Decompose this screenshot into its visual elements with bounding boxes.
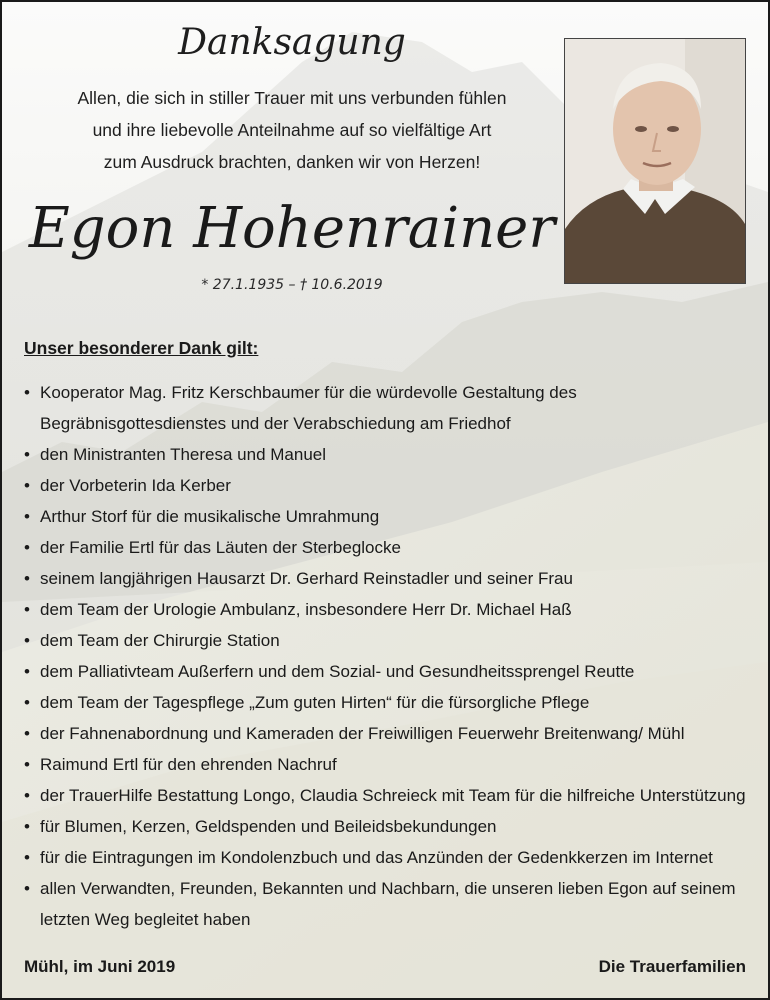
list-item (24, 873, 754, 935)
life-dates: * 27.1.1935 – † 10.6.2019 (201, 277, 383, 293)
page-title: Danksagung (178, 22, 406, 63)
list-item-continuation: letzten Weg begleitet haben (40, 910, 251, 929)
thanks-list (24, 377, 754, 935)
list-item-text: Arthur Storf für die musikalische Umrahmung (40, 507, 380, 526)
list-item (24, 811, 754, 842)
list-item-text: der Fahnenabordnung und Kameraden der Freiwilligen Feuerwehr Breitenwang/ Mühl (40, 724, 685, 743)
list-item-text: dem Team der Chirurgie Station (40, 631, 280, 650)
right-eye (667, 126, 679, 132)
list-item-text: den Ministranten Theresa und Manuel (40, 445, 327, 464)
list-item (24, 780, 754, 811)
list-item (24, 625, 754, 656)
jacket (565, 189, 745, 283)
list-item-text: dem Team der Tagespflege „Zum guten Hirten“ für die fürsorgliche Pflege (40, 693, 590, 712)
list-item (24, 687, 754, 718)
list-item (24, 377, 754, 439)
list-item-continuation: Begräbnisgottesdienstes und der Verabschiedung am Friedhof (40, 414, 511, 433)
list-item (24, 501, 754, 532)
intro-text (42, 82, 542, 178)
list-item-text: Kooperator Mag. Fritz Kerschbaumer für die würdevolle Gestaltung des (40, 383, 577, 402)
list-item (24, 842, 754, 873)
list-item (24, 749, 754, 780)
list-item-text: seinem langjährigen Hausarzt Dr. Gerhard Reinstadler und seiner Frau (40, 569, 573, 588)
list-item (24, 563, 754, 594)
list-item (24, 470, 754, 501)
list-item-text: für Blumen, Kerzen, Geldspenden und Beileidsbekundungen (40, 817, 497, 836)
portrait-photo (564, 38, 746, 284)
intro-line: zum Ausdruck brachten, danken wir von Herzen! (103, 152, 481, 172)
list-item-text: der TrauerHilfe Bestattung Longo, Claudia Schreieck mit Team für die hilfreiche Unterstützung (40, 786, 746, 805)
intro-line: Allen, die sich in stiller Trauer mit uns verbunden fühlen (77, 88, 507, 108)
list-item-text: der Familie Ertl für das Läuten der Sterbeglocke (40, 538, 401, 557)
list-item-text: allen Verwandten, Freunden, Bekannten und Nachbarn, die unseren lieben Egon auf seinem (40, 879, 736, 898)
deceased-name: Egon Hohenrainer (28, 196, 556, 261)
list-item-text: der Vorbeterin Ida Kerber (40, 476, 231, 495)
intro-line: und ihre liebevolle Anteilnahme auf so vielfältige Art (92, 120, 492, 140)
place-date: Mühl, im Juni 2019 (24, 957, 176, 976)
list-item (24, 718, 754, 749)
thanks-heading: Unser besonderer Dank gilt: (24, 338, 259, 358)
list-item-text: dem Team der Urologie Ambulanz, insbesondere Herr Dr. Michael Haß (40, 600, 572, 619)
list-item-text: für die Eintragungen im Kondolenzbuch und das Anzünden der Gedenkkerzen im Internet (40, 848, 713, 867)
list-item-text: dem Palliativteam Außerfern und dem Sozial- und Gesundheitssprengel Reutte (40, 662, 635, 681)
list-item (24, 594, 754, 625)
list-item (24, 532, 754, 563)
list-item (24, 656, 754, 687)
list-item (24, 439, 754, 470)
signature-families: Die Trauerfamilien (598, 957, 746, 976)
list-item-text: Raimund Ertl für den ehrenden Nachruf (40, 755, 337, 774)
left-eye (635, 126, 647, 132)
